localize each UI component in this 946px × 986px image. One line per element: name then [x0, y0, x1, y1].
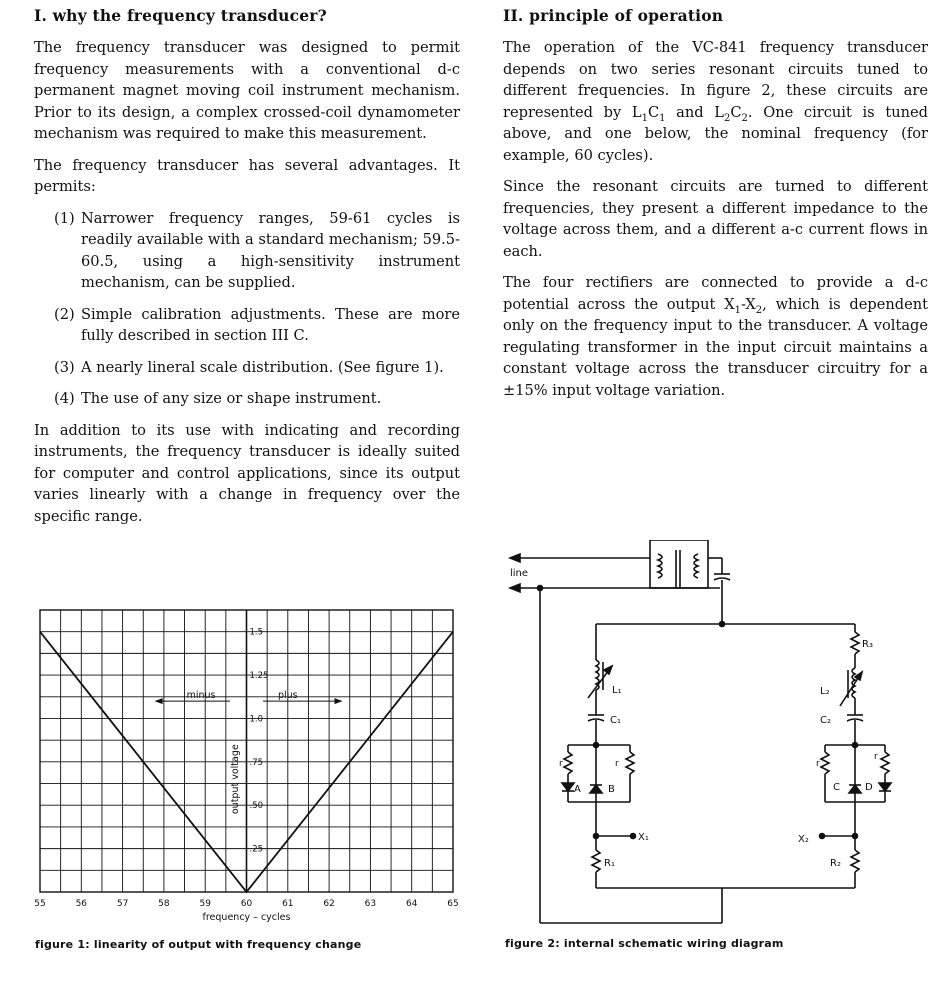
- y-tick-label: .50: [249, 801, 264, 812]
- y-tick-label: .25: [249, 844, 264, 855]
- annotation-plus: plus: [277, 690, 298, 702]
- text-run: C: [647, 103, 660, 121]
- list-item: [54, 357, 460, 379]
- transformer: [650, 540, 730, 624]
- resistor-r: [881, 752, 889, 774]
- left-column: [34, 6, 460, 537]
- y-axis-label: output voltage: [230, 744, 242, 815]
- subscript: 1: [659, 112, 666, 124]
- r3-label: R₃: [862, 639, 873, 650]
- terminal-x1: [631, 834, 636, 839]
- x-axis-label: frequency – cycles: [202, 912, 291, 923]
- list-number: (4): [54, 390, 75, 407]
- x-tick-label: 61: [282, 899, 294, 909]
- figure-1-caption: figure 1: linearity of output with frequency change: [35, 938, 362, 951]
- diode-a: [562, 783, 574, 791]
- text-run: The four rectifiers are connected to provide a d-c potential across the output X: [503, 274, 928, 313]
- x-tick-label: 56: [75, 899, 88, 909]
- arrow-left-icon: [510, 584, 520, 592]
- coil-icon: [694, 554, 698, 578]
- line-label: line: [510, 568, 529, 579]
- list-number: (3): [54, 358, 75, 376]
- figure-2-schematic: [500, 540, 920, 930]
- advantages-list: [54, 208, 460, 410]
- list-text: Simple calibration adjustments. These are more fully described in section III C.: [81, 305, 460, 344]
- subscript: 1: [641, 112, 648, 124]
- r-label: r: [816, 759, 820, 769]
- annotation-minus: minus: [186, 690, 216, 702]
- terminal-x2: [820, 834, 825, 839]
- resistor-r1: [592, 850, 600, 872]
- y-tick-label: .75: [249, 757, 264, 768]
- x-tick-label: 60: [240, 899, 253, 909]
- x-tick-label: 64: [405, 899, 418, 909]
- r2-label: R₂: [830, 858, 841, 869]
- resistor-r: [564, 752, 572, 774]
- x-tick-label: 58: [158, 899, 170, 909]
- x-tick-label: 62: [323, 899, 335, 909]
- diode-c: [849, 785, 861, 793]
- paragraph: In addition to its use with indicating and recording instruments, the frequency transducer is ideally suited for computer and control applications, since its output varies linearly with a change in frequency over the specific range.: [34, 421, 460, 525]
- a-label: A: [574, 784, 581, 795]
- paragraph: The frequency transducer has several advantages. It permits:: [34, 156, 460, 195]
- chart-grid: [40, 610, 453, 892]
- list-text: A nearly lineral scale distribution. (See figure 1).: [81, 358, 444, 376]
- list-item: [54, 304, 460, 347]
- paragraph: The frequency transducer was designed to permit frequency measurements with a conventional d-c permanent magnet moving coil instrument mechanism. Prior to its design, a complex crossed-coil dynamometer mechanism was required to make this measurement.: [34, 39, 460, 142]
- list-number: (2): [54, 305, 75, 323]
- x2-label: X₂: [798, 834, 809, 845]
- section-heading: I. why the frequency transducer?: [34, 6, 327, 25]
- x-tick-label: 65: [447, 899, 459, 909]
- text-run: C: [730, 103, 742, 121]
- r-label: r: [559, 759, 563, 769]
- x1-label: X₁: [638, 832, 649, 843]
- text-run: , which is dependent only on the frequency input to the transducer. A voltage regulating transformer in the input circuit maintains a constant voltage across the transducer circuitry for a ±15% input voltage variation.: [503, 295, 928, 399]
- resistor-r: [626, 752, 634, 774]
- x-tick-label: 63: [364, 899, 377, 909]
- l1-label: L₁: [612, 685, 622, 696]
- y-tick-label: 1.0: [249, 714, 264, 725]
- d-label: D: [865, 782, 873, 793]
- arrow-left-icon: [155, 698, 163, 704]
- c2-label: C₂: [820, 715, 831, 726]
- x-tick-label: 59: [199, 899, 211, 909]
- diode-b: [590, 785, 602, 793]
- figure-1-chart: [30, 605, 470, 930]
- arrow-icon: [604, 666, 612, 674]
- b-label: B: [608, 784, 615, 795]
- section-heading: II. principle of operation: [503, 6, 724, 25]
- r1-label: R₁: [604, 858, 615, 869]
- list-text: Narrower frequency ranges, 59-61 cycles is readily available with a standard mechanism; 59.5-60.5, using a high-sensitivity instrument mechanism, can be supplied.: [81, 209, 460, 291]
- arrow-icon: [855, 672, 862, 680]
- subscript: 2: [741, 112, 748, 124]
- subscript: 2: [724, 112, 731, 124]
- text-run: The operation of the VC-841 frequency transducer depends on two series resonant circuits tuned to different frequencies. In figure 2, these circuits are represented by L: [503, 39, 928, 121]
- paragraph: Since the resonant circuits are turned to different frequencies, they present a different impedance to the voltage across them, and a different a-c current flows in each.: [503, 178, 928, 260]
- list-number: (1): [54, 209, 75, 227]
- text-run: -X: [740, 295, 756, 313]
- text-run: . One circuit is tuned above, and one below, the nominal frequency (for example, 60 cycles).: [503, 103, 928, 164]
- arrow-left-icon: [510, 554, 520, 562]
- subscript: 1: [734, 304, 741, 316]
- junction-dot: [720, 622, 725, 627]
- c-label: C: [833, 782, 840, 793]
- y-tick-label: 1.5: [249, 627, 264, 638]
- list-item: [54, 388, 460, 410]
- paragraph: [503, 37, 928, 166]
- arrow-right-icon: [334, 698, 342, 704]
- x-tick-label: 57: [116, 899, 129, 909]
- text-run: and L: [665, 103, 724, 121]
- resistor-r: [821, 752, 829, 774]
- paragraph: [503, 272, 928, 401]
- list-item: [54, 208, 460, 294]
- junction-dot: [538, 586, 543, 591]
- subscript: 2: [755, 304, 763, 316]
- right-column: [503, 6, 928, 411]
- figure-2-caption: figure 2: internal schematic wiring diagram: [505, 937, 784, 950]
- l2-label: L₂: [820, 686, 830, 697]
- r-label: r: [615, 759, 619, 769]
- capacitor-plate: [714, 578, 730, 580]
- c1-label: C₁: [610, 715, 621, 726]
- resistor-r3: [851, 632, 859, 654]
- list-text: The use of any size or shape instrument.: [81, 390, 382, 407]
- x-tick-label: 55: [34, 899, 46, 909]
- diode-d: [879, 783, 891, 791]
- r-label: r: [874, 752, 878, 762]
- y-tick-label: 1.25: [249, 671, 269, 682]
- resistor-r2: [851, 850, 859, 872]
- coil-icon: [658, 554, 662, 578]
